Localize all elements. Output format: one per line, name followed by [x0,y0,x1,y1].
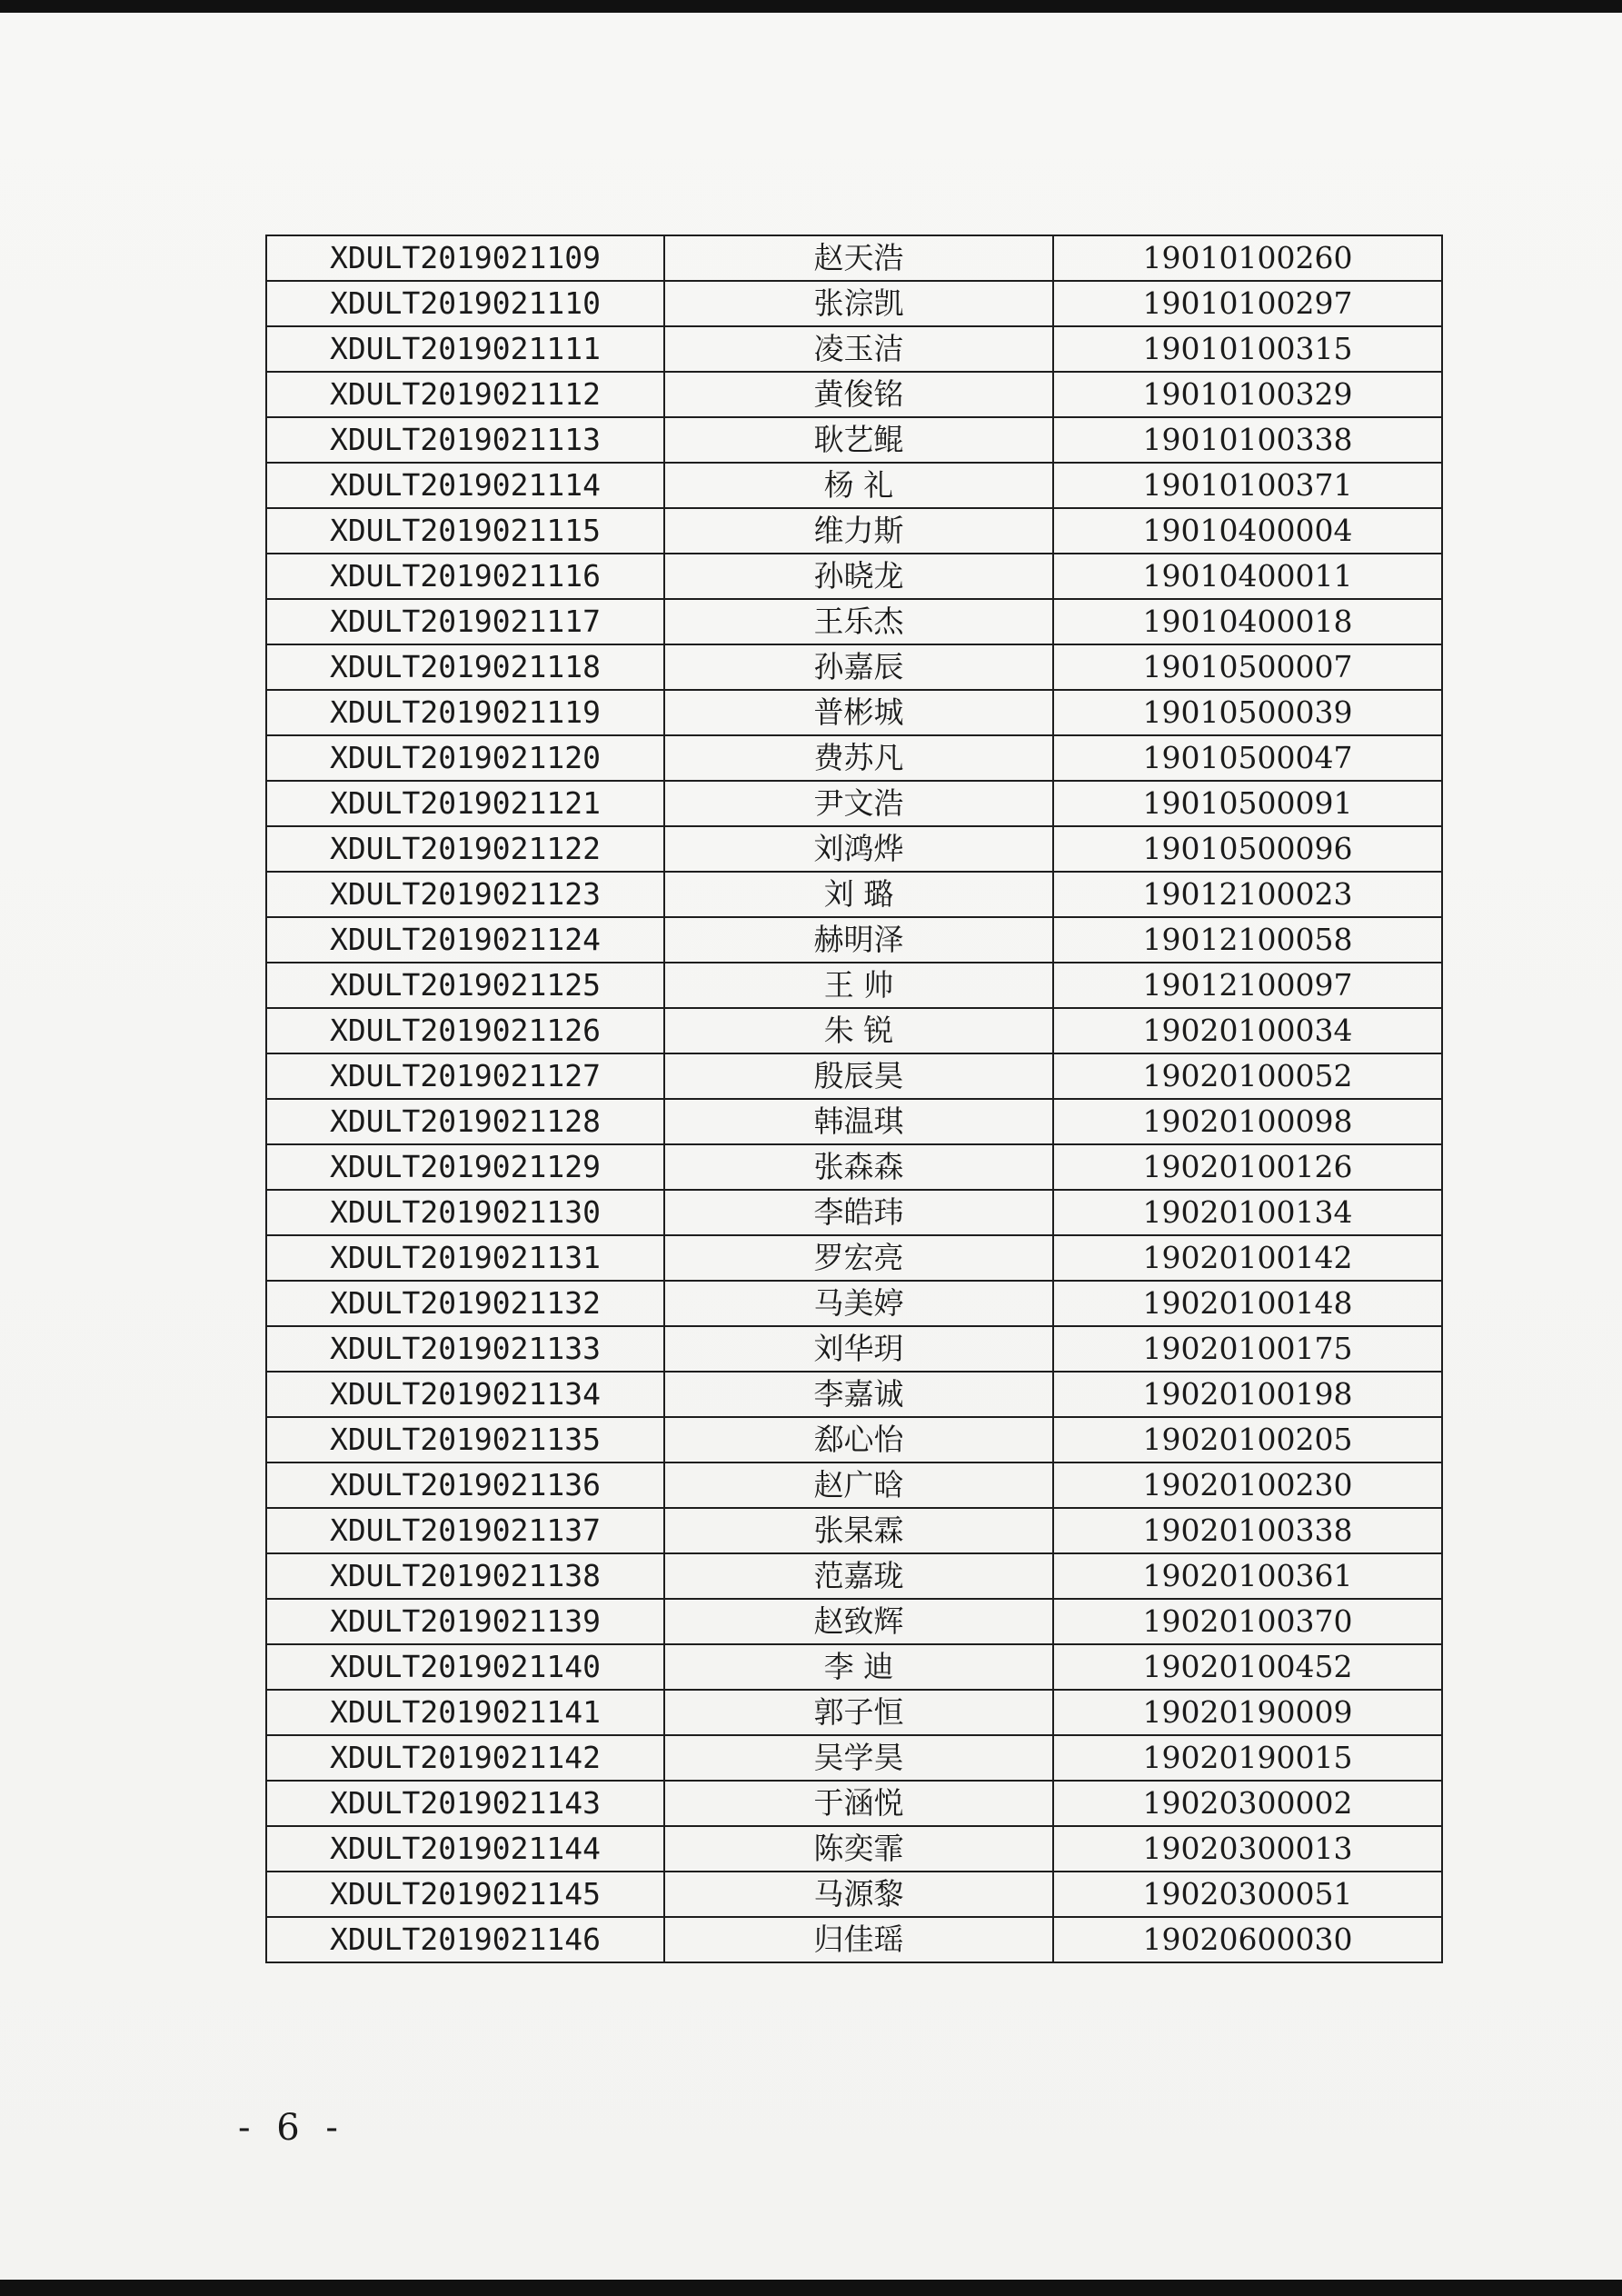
cell-name: 刘 璐 [664,872,1053,917]
cell-name: 李嘉诚 [664,1372,1053,1417]
cell-number: 19012100097 [1053,963,1442,1008]
table-row [266,554,1442,599]
table-row [266,872,1442,917]
table-row [266,1281,1442,1326]
table-row [266,235,1442,281]
cell-number: 19010500091 [1053,781,1442,826]
cell-id: XDULT2019021109 [266,235,664,281]
cell-name: 普彬城 [664,690,1053,735]
cell-id: XDULT2019021110 [266,281,664,326]
cell-id: XDULT2019021144 [266,1826,664,1872]
cell-number: 19010100371 [1053,463,1442,508]
cell-name: 孙晓龙 [664,554,1053,599]
cell-name: 罗宏亮 [664,1235,1053,1281]
table-row [266,690,1442,735]
table-row [266,1008,1442,1053]
cell-name: 马源黎 [664,1872,1053,1917]
table-row [266,463,1442,508]
cell-name: 吴学昊 [664,1735,1053,1781]
cell-name: 孙嘉辰 [664,644,1053,690]
table-row [266,417,1442,463]
cell-id: XDULT2019021114 [266,463,664,508]
cell-name: 陈奕霏 [664,1826,1053,1872]
cell-id: XDULT2019021139 [266,1599,664,1644]
table-row [266,1099,1442,1144]
cell-number: 19010400018 [1053,599,1442,644]
table-row [266,644,1442,690]
table-row [266,1781,1442,1826]
cell-number: 19020100175 [1053,1326,1442,1372]
table-row [266,281,1442,326]
cell-number: 19010100338 [1053,417,1442,463]
table-row [266,1053,1442,1099]
cell-number: 19010100297 [1053,281,1442,326]
table-row [266,372,1442,417]
page-number: - 6 - [238,2107,345,2149]
cell-id: XDULT2019021146 [266,1917,664,1962]
cell-number: 19010500007 [1053,644,1442,690]
table-row [266,1235,1442,1281]
cell-id: XDULT2019021126 [266,1008,664,1053]
cell-name: 郭子恒 [664,1690,1053,1735]
cell-number: 19010400011 [1053,554,1442,599]
scan-top-edge [0,0,1622,13]
cell-name: 费苏凡 [664,735,1053,781]
cell-number: 19020300013 [1053,1826,1442,1872]
cell-id: XDULT2019021145 [266,1872,664,1917]
table-row [266,326,1442,372]
cell-number: 19012100023 [1053,872,1442,917]
cell-id: XDULT2019021131 [266,1235,664,1281]
cell-number: 19020300051 [1053,1872,1442,1917]
table-row [266,1644,1442,1690]
cell-id: XDULT2019021142 [266,1735,664,1781]
cell-name: 韩温琪 [664,1099,1053,1144]
cell-number: 19020100370 [1053,1599,1442,1644]
table-row [266,1144,1442,1190]
cell-id: XDULT2019021124 [266,917,664,963]
table-row [266,917,1442,963]
table-row [266,508,1442,554]
cell-name: 刘华玥 [664,1326,1053,1372]
cell-number: 19020100205 [1053,1417,1442,1462]
cell-name: 马美婷 [664,1281,1053,1326]
cell-id: XDULT2019021122 [266,826,664,872]
cell-id: XDULT2019021112 [266,372,664,417]
cell-id: XDULT2019021128 [266,1099,664,1144]
table-row [266,1326,1442,1372]
cell-name: 殷辰昊 [664,1053,1053,1099]
cell-number: 19020100052 [1053,1053,1442,1099]
cell-id: XDULT2019021125 [266,963,664,1008]
table-row [266,1735,1442,1781]
cell-id: XDULT2019021121 [266,781,664,826]
cell-name: 凌玉洁 [664,326,1053,372]
cell-number: 19010400004 [1053,508,1442,554]
table-row [266,1190,1442,1235]
cell-id: XDULT2019021113 [266,417,664,463]
roster-table-body [266,235,1442,1962]
cell-number: 19010100260 [1053,235,1442,281]
cell-id: XDULT2019021118 [266,644,664,690]
cell-id: XDULT2019021132 [266,1281,664,1326]
cell-id: XDULT2019021140 [266,1644,664,1690]
cell-name: 李皓玮 [664,1190,1053,1235]
table-row [266,1553,1442,1599]
cell-id: XDULT2019021120 [266,735,664,781]
scan-bottom-edge [0,2280,1622,2296]
cell-name: 杨 礼 [664,463,1053,508]
cell-name: 赵致辉 [664,1599,1053,1644]
cell-number: 19010500039 [1053,690,1442,735]
cell-id: XDULT2019021127 [266,1053,664,1099]
cell-id: XDULT2019021123 [266,872,664,917]
cell-name: 王 帅 [664,963,1053,1008]
cell-number: 19020100338 [1053,1508,1442,1553]
cell-number: 19020100230 [1053,1462,1442,1508]
cell-name: 朱 锐 [664,1008,1053,1053]
cell-number: 19020100361 [1053,1553,1442,1599]
cell-name: 张森森 [664,1144,1053,1190]
cell-id: XDULT2019021137 [266,1508,664,1553]
cell-name: 于涵悦 [664,1781,1053,1826]
cell-id: XDULT2019021141 [266,1690,664,1735]
cell-number: 19020100142 [1053,1235,1442,1281]
cell-id: XDULT2019021135 [266,1417,664,1462]
cell-name: 刘鸿烨 [664,826,1053,872]
table-row [266,1690,1442,1735]
cell-id: XDULT2019021117 [266,599,664,644]
cell-name: 耿艺鲲 [664,417,1053,463]
table-row [266,1826,1442,1872]
cell-number: 19020100098 [1053,1099,1442,1144]
cell-number: 19010500047 [1053,735,1442,781]
table-row [266,1372,1442,1417]
cell-name: 范嘉珑 [664,1553,1053,1599]
cell-number: 19020100148 [1053,1281,1442,1326]
cell-name: 尹文浩 [664,781,1053,826]
cell-number: 19020190015 [1053,1735,1442,1781]
cell-name: 张杲霖 [664,1508,1053,1553]
cell-name: 郄心怡 [664,1417,1053,1462]
cell-name: 李 迪 [664,1644,1053,1690]
table-row [266,1599,1442,1644]
cell-id: XDULT2019021133 [266,1326,664,1372]
table-row [266,1872,1442,1917]
cell-id: XDULT2019021138 [266,1553,664,1599]
cell-id: XDULT2019021116 [266,554,664,599]
cell-id: XDULT2019021115 [266,508,664,554]
cell-number: 19020300002 [1053,1781,1442,1826]
cell-number: 19020100034 [1053,1008,1442,1053]
cell-name: 王乐杰 [664,599,1053,644]
cell-number: 19020100126 [1053,1144,1442,1190]
table-row [266,781,1442,826]
table-row [266,599,1442,644]
cell-name: 张淙凯 [664,281,1053,326]
cell-name: 赵广晗 [664,1462,1053,1508]
cell-number: 19010100315 [1053,326,1442,372]
cell-id: XDULT2019021134 [266,1372,664,1417]
cell-number: 19012100058 [1053,917,1442,963]
cell-name: 归佳瑶 [664,1917,1053,1962]
cell-id: XDULT2019021143 [266,1781,664,1826]
table-row [266,735,1442,781]
cell-id: XDULT2019021119 [266,690,664,735]
cell-number: 19020100134 [1053,1190,1442,1235]
cell-name: 赵天浩 [664,235,1053,281]
cell-id: XDULT2019021130 [266,1190,664,1235]
cell-number: 19020600030 [1053,1917,1442,1962]
cell-id: XDULT2019021136 [266,1462,664,1508]
table-row [266,1462,1442,1508]
cell-id: XDULT2019021129 [266,1144,664,1190]
cell-number: 19020190009 [1053,1690,1442,1735]
table-row [266,826,1442,872]
roster-table [265,235,1443,1963]
cell-number: 19020100198 [1053,1372,1442,1417]
cell-number: 19010500096 [1053,826,1442,872]
table-row [266,1417,1442,1462]
table-row [266,963,1442,1008]
cell-id: XDULT2019021111 [266,326,664,372]
cell-number: 19020100452 [1053,1644,1442,1690]
table-row [266,1508,1442,1553]
table-row [266,1917,1442,1962]
cell-name: 维力斯 [664,508,1053,554]
cell-number: 19010100329 [1053,372,1442,417]
cell-name: 黄俊铭 [664,372,1053,417]
cell-name: 赫明泽 [664,917,1053,963]
